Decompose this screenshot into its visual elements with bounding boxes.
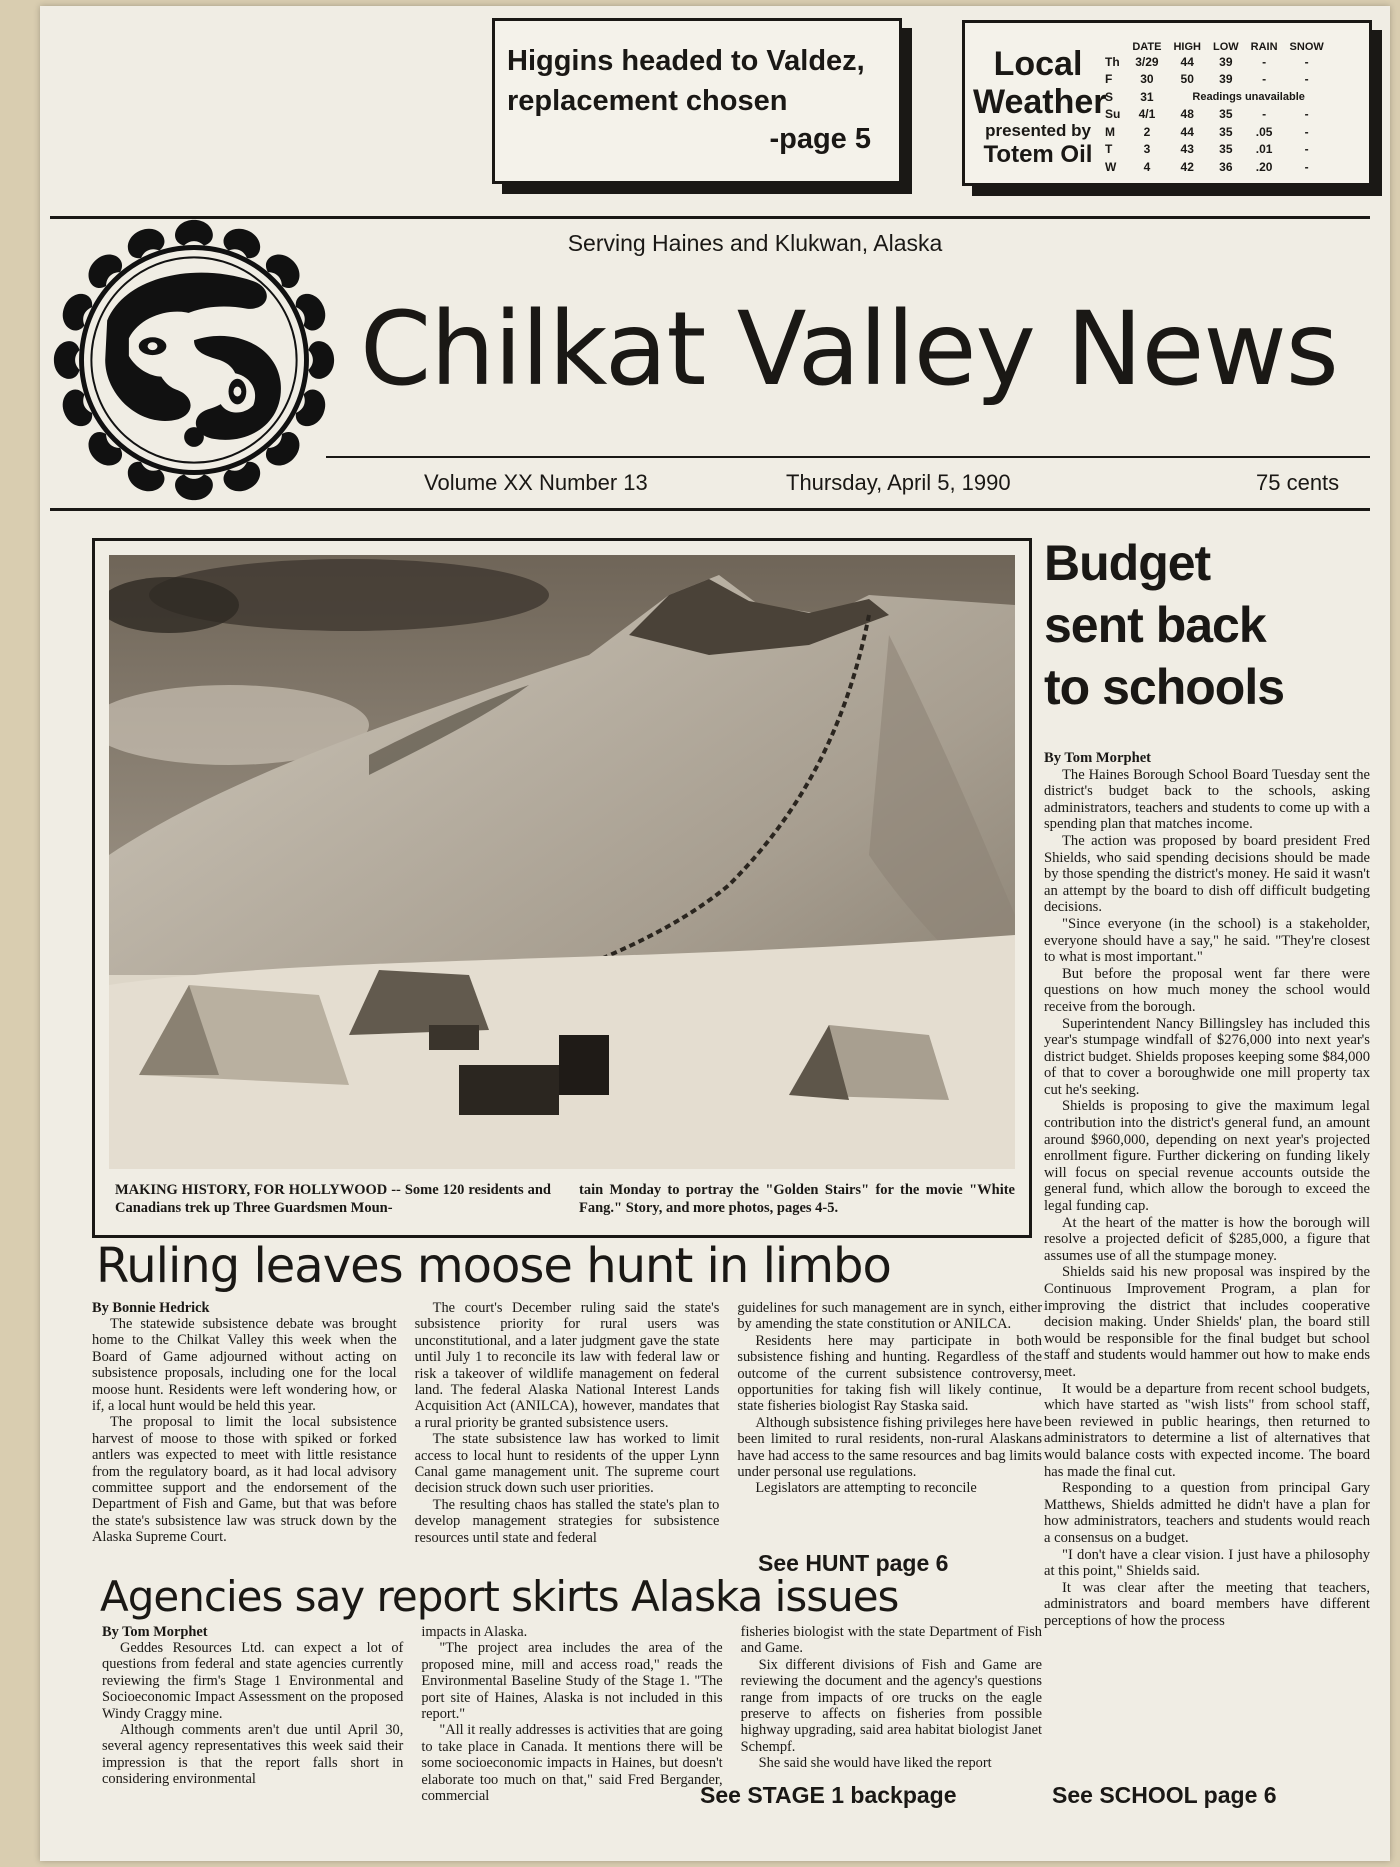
moose-column-2: The court's December ruling said the state's subsistence priority for rural users was unconstitutional, and a later judgment gave the state until July 1 to reconcile its law with federal law or risk a takeover of wildlife management on federal land. The federal Alaska National Interest Lands Acquisition Act (ANILCA), however, mandates that a rural priority be granted subsistence users. The state subsistence law has worked to limit access to local hunt to residents of the upper Lynn Canal game management unit. The supreme court decision struck down such user priorities. The resulting chaos has stalled the state's plan to develop management strategies for subsistence resources until state and federal [414,1300,720,1546]
weather-row: Su 4/1 48 35 - - [1105,107,1309,122]
moose-jump-link[interactable]: See HUNT page 6 [758,1550,949,1576]
weather-row: W 4 42 36 .20 - [1105,159,1309,174]
budget-paragraph: Responding to a question from principal Gary Matthews, Shields admitted he didn't have a plan for how administrators, teachers and students would reach a consensus on a budget. [1044,1480,1370,1546]
budget-paragraph: Superintendent Nancy Billingsley has included this year's stumpage windfall of $276,000 into next year's district budget. Shields proposes keeping some $84,000 of that to cover a boroughwide one mill property tax cut he's seeking. [1044,1015,1370,1098]
teaser-box[interactable] [492,18,902,184]
weather-header: HIGH [1173,41,1201,53]
newspaper-page [40,6,1390,1861]
budget-headline [1044,532,1374,718]
weather-title-line2: Weather [973,83,1107,121]
budget-paragraph: But before the proposal went far there were questions on how much money the school would receive from the borough. [1044,965,1370,1015]
budget-paragraph: It was clear after the meeting that teachers, administrators and board members have different perceptions of how the process [1044,1579,1370,1629]
agencies-headline: Agencies say report skirts Alaska issues [100,1572,899,1621]
photo-caption-right: tain Monday to portray the "Golden Stairs" for the movie "White Fang." Story, and more photos, pages 4-5. [579,1182,1015,1216]
weather-row: T 3 43 35 .01 - [1105,142,1309,157]
agencies-column-1: Geddes Resources Ltd. can expect a lot of questions from federal and state agencies currently reviewing the firm's Stage 1 Environmental and Socioeconomic Impact Assessment on the proposed Windy Craggy mine. Although comments aren't due until April 30, several agency representatives this week said their impression is that the report falls short in considering environmental [102,1640,404,1788]
photo-caption-left: MAKING HISTORY, FOR HOLLYWOOD -- Some 120 residents and Canadians trek up Three Guardsmen Moun- [115,1182,551,1216]
teaser-headline-line1: Higgins headed to Valdez, [507,45,865,77]
masthead-bottom-rule [50,508,1370,511]
weather-readings-note: Readings unavailable [1192,90,1305,103]
budget-paragraph: "I don't have a clear vision. I just have a philosophy at this point," Shields said. [1044,1546,1370,1580]
weather-table [1105,41,1330,176]
volume-number: Volume XX Number 13 [424,470,648,495]
weather-title-line1: Local [993,45,1083,83]
weather-row: Th 3/29 44 39 - - [1105,54,1309,69]
masthead-serving: Serving Haines and Klukwan, Alaska [567,230,943,256]
weather-row: M 2 44 35 .05 - [1105,124,1309,139]
moose-column-1: The statewide subsistence debate was brought home to the Chilkat Valley this week when the Board of Game adjourned without acting on subsistence proposals, including one for the local moose hunt. Residents were left wondering how, or if, a local hunt would be held this year. The proposal to limit the local subsistence harvest of moose to those with spiked or forked antlers was expected to meet with little resistance from the regulatory board, as it had local advisory committee support and the endorsement of the Department of Fish and Game, but that was before the state's subsistence law was struck down by the Alaska Supreme Court. [92,1316,397,1546]
agencies-column-2: impacts in Alaska. "The project area includes the area of the proposed mine, mill and access road," reads the Environmental Baseline Study of the Stage 1. "The port site of Haines, Alaska is not included in this report." "All it really addresses is activities that are going to take place in Canada. It mentions there will be some socioeconomic impacts in Haines, but doesn't elaborate too much on that," said Fred Bergander, commercial [421,1624,723,1805]
budget-headline-line3: to schools [1044,659,1285,715]
budget-paragraph: The Haines Borough School Board Tuesday sent the district's budget back to the schools, asking administrators, teachers and students to come up with a spending plan that matches income. [1044,766,1370,833]
budget-headline-line2: sent back [1044,597,1266,653]
budget-paragraph: Shields said his new proposal was inspired by the Continuous Improvement Program, a plan for improving the district that includes cooperative decision making. Under Shields' plan, the board still would be responsible for the final budget but school staff and students would hammer out how to make ends meet. [1044,1264,1370,1380]
agencies-column-3: fisheries biologist with the state Department of Fish and Game. Six different divisions of Fish and Game are reviewing the document and the agency's questions range from impacts of ore trucks on the eagle preserve to affects on fisheries from possible highway upgrading, said area habitat biologist Janet Schempf. She said she would have liked the report [740,1624,1042,1772]
weather-header: SNOW [1289,41,1324,53]
budget-paragraph: At the heart of the matter is how the borough will resolve a projected deficit of $285,000, a figure that assumes use of all the stumpage money. [1044,1214,1370,1264]
agencies-jump-link[interactable]: See STAGE 1 backpage [700,1782,957,1808]
weather-header: DATE [1132,41,1162,53]
agencies-byline: By Tom Morphet [102,1624,208,1640]
weather-header: RAIN [1250,41,1278,53]
moose-headline: Ruling leaves moose hunt in limbo [96,1238,891,1294]
moose-column-3: guidelines for such management are in synch, either by amending the state constitution or ANILCA. Residents here may participate in both subsistence fishing and hunting. Regardless of the outcome of the current subsistence controversy, opportunities for taking fish will likely continue, state fisheries biologist Ray Staska said. Although subsistence fishing privileges here have been limited to rural residents, non-rural Alaskans have had access to the same resources and bag limits under personal use regulations. Legislators are attempting to reconcile [737,1300,1043,1497]
newspaper-name: Chilkat Valley News [360,290,1338,409]
budget-paragraph: It would be a departure from recent school budgets, which have started as "wish lists" from school staff, been reviewed in public hearings, then returned to administrators to determine a list of alternatives that would balance costs with expected income. The board has made the final cut. [1044,1380,1370,1480]
price: 75 cents [1256,470,1340,495]
masthead-mid-rule [326,456,1370,458]
budget-story [1044,750,1370,1629]
raven-logo-icon [46,212,342,508]
weather-box [962,20,1372,186]
budget-jump-link[interactable]: See SCHOOL page 6 [1052,1782,1277,1808]
weather-title [973,45,1107,169]
mountain-trek-photo [109,555,1015,1169]
budget-paragraph: "Since everyone (in the school) is a stakeholder, everyone should have a say," he said. "They're closest to what is most important." [1044,915,1370,966]
issue-date: Thursday, April 5, 1990 [786,470,1011,495]
photo-caption [115,1181,1015,1217]
teaser-page-ref: -page 5 [769,123,871,155]
budget-paragraph: Shields is proposing to give the maximum legal contribution into the district's general fund, an amount around $960,000, depending on next year's projected enrollment figure. Further dickering on funding likely will focus on special revenue accounts outside the general fund, which allow the borough to exceed the legal funding cap. [1044,1098,1370,1215]
moose-byline: By Bonnie Hedrick [92,1300,210,1316]
budget-byline: By Tom Morphet [1044,750,1152,766]
weather-row: S 31 Readings unavailable [1105,88,1330,106]
weather-presented-by: presented by [985,121,1091,140]
weather-sponsor: Totem Oil [983,141,1093,168]
weather-header: LOW [1212,41,1239,53]
weather-row: F 30 50 39 - - [1105,72,1309,87]
lead-photo-frame [92,538,1032,1238]
teaser-headline-line2: replacement chosen [507,85,788,117]
budget-paragraph: The action was proposed by board president Fred Shields, who said spending decisions should be made by those spending the district's money. He said it wasn't an attempt by the board to dish off difficult budgeting decisions. [1044,832,1370,916]
budget-headline-line1: Budget [1044,535,1211,591]
